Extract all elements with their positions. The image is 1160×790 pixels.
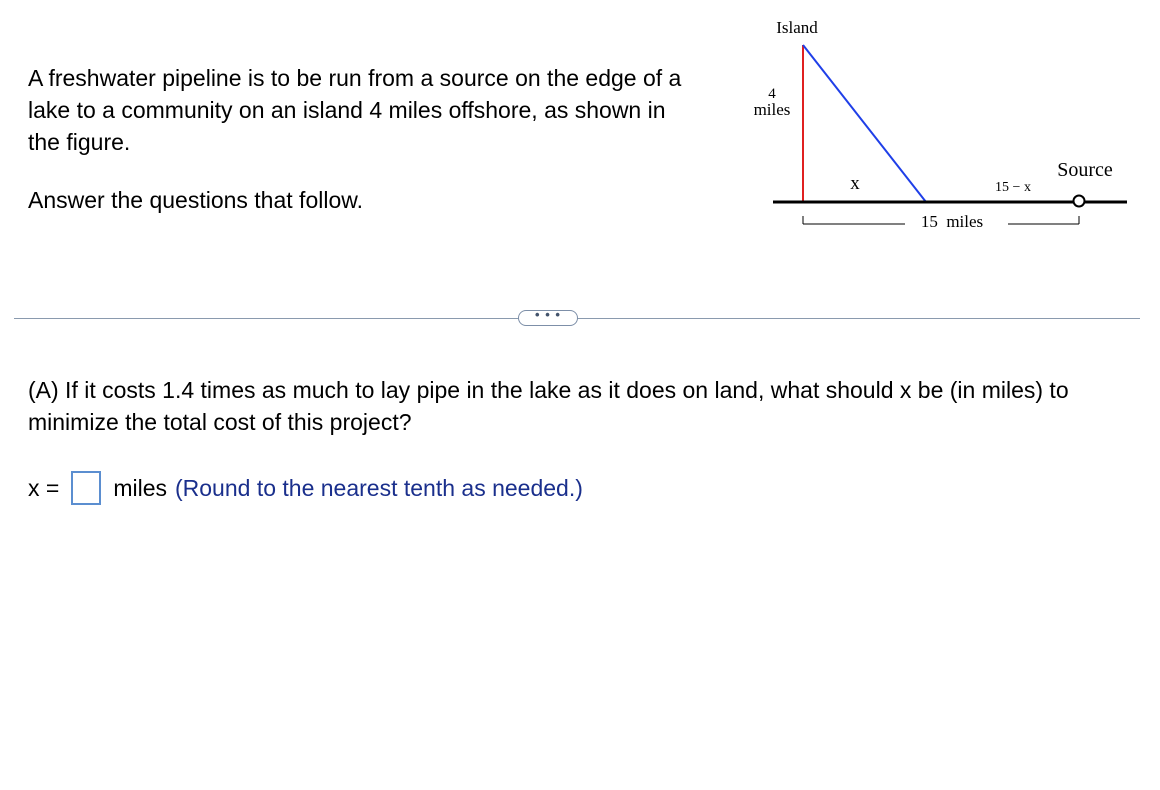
problem-instruction: Answer the questions that follow. (28, 187, 363, 213)
total-distance-label: 15 miles (920, 212, 984, 231)
offshore-unit-label: miles (753, 100, 791, 119)
answer-unit: miles (113, 474, 167, 501)
question-text: (A) If it costs 1.4 times as much to lay pipe in the lake as it does on land, what should x be (in miles) to minimize the total cost of this project? (28, 377, 1069, 435)
answer-label: x = (28, 474, 60, 501)
rounding-hint: (Round to the nearest tenth as needed.) (175, 474, 583, 501)
offshore-value-label: 4 (768, 86, 776, 102)
answer-row (28, 469, 583, 507)
answer-input[interactable] (71, 471, 101, 505)
expand-more-button[interactable] (518, 307, 578, 326)
remaining-distance-label: 15 − x (995, 180, 1031, 195)
ellipsis-icon: • • • (535, 307, 561, 322)
source-label: Source (1057, 159, 1113, 181)
pipeline-figure (745, 8, 1135, 248)
x-label: x (850, 173, 860, 194)
pipe-line (803, 45, 926, 202)
source-marker (1074, 196, 1085, 207)
problem-intro: A freshwater pipeline is to be run from a source on the edge of a lake to a community on an island 4 miles offshore, as shown in the figure. (28, 65, 682, 155)
island-label: Island (776, 18, 818, 37)
